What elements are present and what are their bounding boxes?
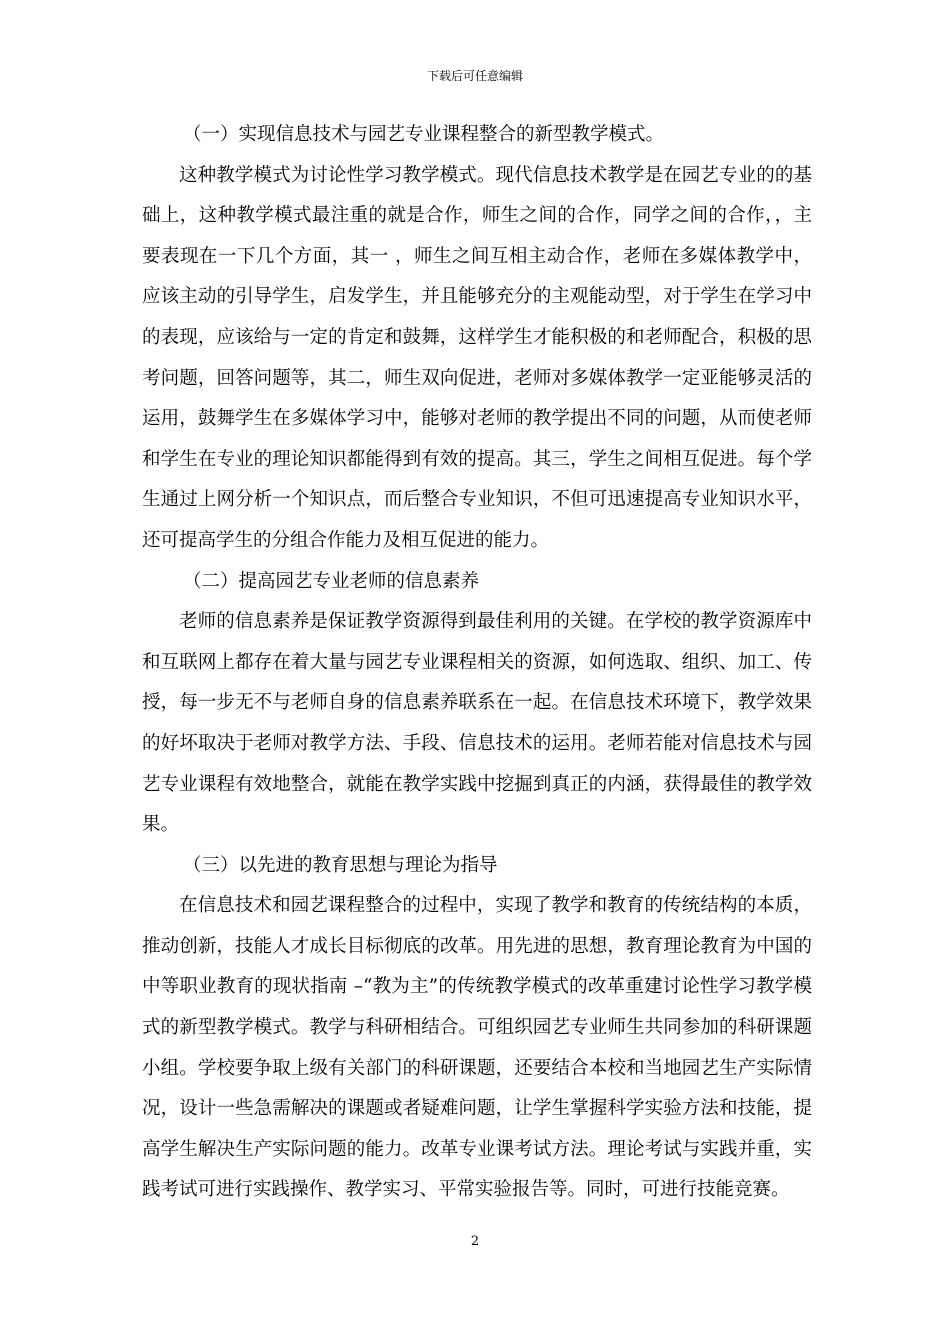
section-3 bbox=[142, 846, 812, 1211]
section-2 bbox=[142, 562, 812, 846]
document-body bbox=[142, 115, 812, 1211]
section-heading: （一）实现信息技术与园艺专业课程整合的新型教学模式。 bbox=[183, 124, 665, 145]
section-paragraph: 在信息技术和园艺课程整合的过程中，实现了教学和教育的传统结构的本质，推动创新，技能人才成长目标彻底的改革。用先进的思想，教育理论教育为中国的中等职业教育的现状指南 –“教为主”的传统教学模式的改革重建讨论性学习教学模式的新型教学模式。教学与科研相结合。可组织园艺专业师生共同参加的科研课题小组。学校要争取上级有关部门的科研课题，还要结合本校和当地园艺生产实际情况，设计一些急需解决的课题或者疑难问题，让学生掌握科学实验方法和技能，提高学生解决生产实际问题的能力。改革专业课考试方法。理论考试与实践并重，实践考试可进行实践操作、教学实习、平常实验报告等。同时，可进行技能竞赛。 bbox=[142, 895, 812, 1201]
section-paragraph: 老师的信息素养是保证教学资源得到最佳利用的关键。在学校的教学资源库中和互联网上都存在着大量与园艺专业课程相关的资源，如何选取、组织、加工、传授，每一步无不与老师自身的信息素养联系在一起。在信息技术环境下，教学效果的好坏取决于老师对教学方法、手段、信息技术的运用。老师若能对信息技术与园艺专业课程有效地整合，就能在教学实践中挖掘到真正的内涵，获得最佳的教学效果。 bbox=[142, 611, 812, 836]
section-heading: （二）提高园艺专业老师的信息素养 bbox=[183, 570, 480, 592]
section-1 bbox=[142, 115, 812, 562]
page-number: 2 bbox=[470, 1234, 480, 1249]
section-heading: （三）以先进的教育思想与理论为指导 bbox=[183, 854, 498, 876]
section-paragraph: 这种教学模式为讨论性学习教学模式。现代信息技术教学是在园艺专业的的基础上，这种教学模式最注重的就是合作，师生之间的合作，同学之间的合作，，主要表现在一下几个方面，其一 ，师生之间互相主动合作，老师在多媒体教学中，应该主动的引导学生，启发学生，并且能够充分的主观能动型，对于学生在学习中的表现，应该给与一定的肯定和鼓舞，这样学生才能积极的和老师配合，积极的思考问题，回答问题等，其二，师生双向促进，老师对多媒体教学一定亚能够灵活的运用，鼓舞学生在多媒体学习中，能够对老师的教学提出不同的问题，从而使老师和学生在专业的理论知识都能得到有效的提高。其三，学生之间相互促进。每个学生通过上网分析一个知识点，而后整合专业知识，不但可迅速提高专业知识水平，还可提高学生的分组合作能力及相互促进的能力。 bbox=[142, 164, 812, 551]
page-header: 下载后可任意编辑 bbox=[426, 69, 523, 83]
